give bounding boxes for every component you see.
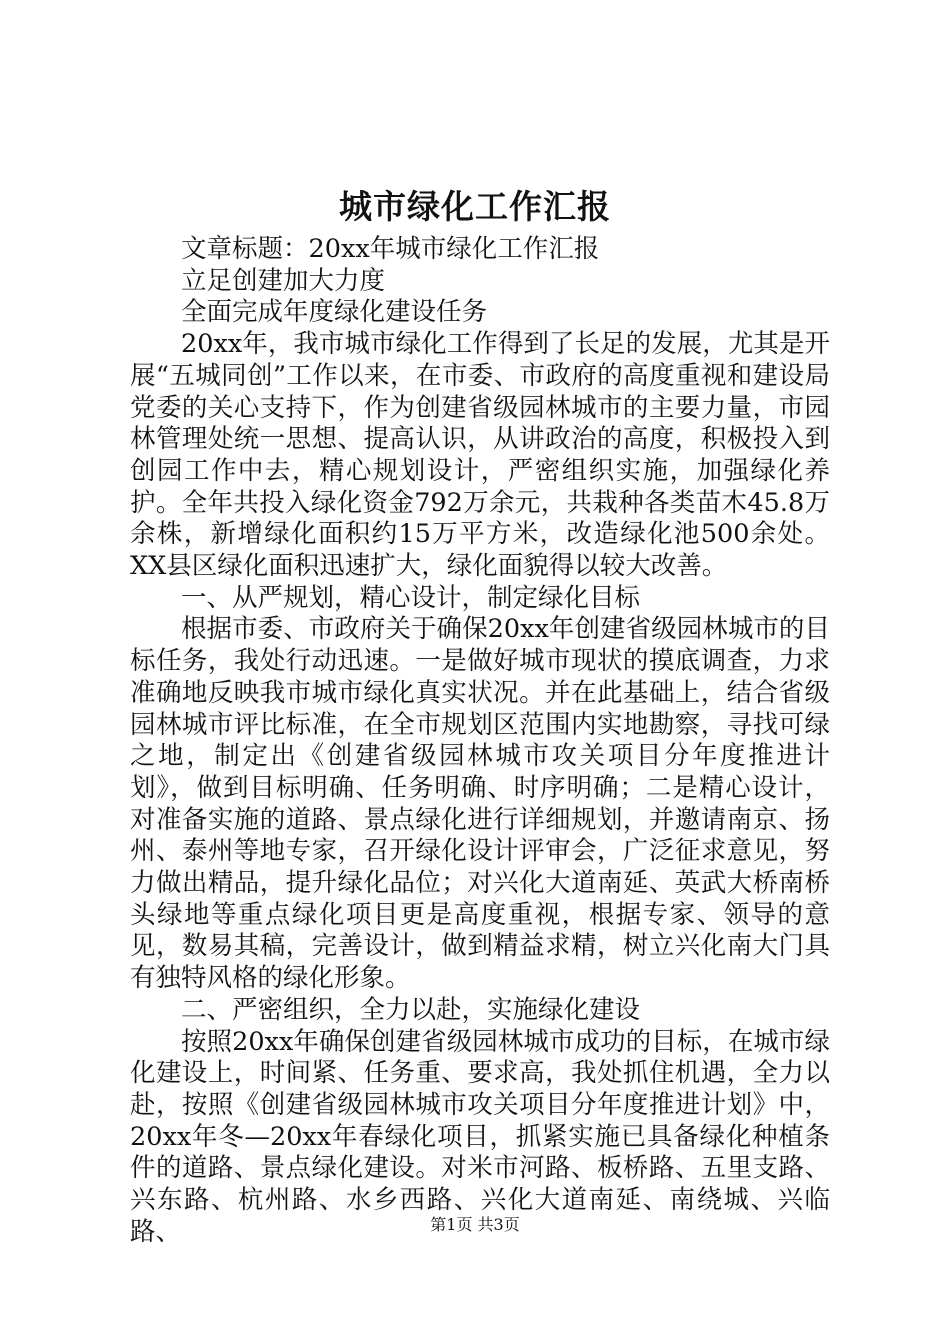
paragraph-intro: 20xx年，我市城市绿化工作得到了长足的发展，尤其是开展“五城同创”工作以来，在市委、市政府的高度重视和建设局党委的关心支持下，作为创建省级园林城市的主要力量，市园林管理处统一思想、提高认识，从讲政治的高度，积极投入到创园工作中去，精心规划设计，严密组织实施，加强绿化养护。全年共投入绿化资金792万余元，共栽种各类苗木45.8万余株，新增绿化面积约15万平方米，改造绿化池500余处。XX县区绿化面积迅速扩大，绿化面貌得以较大改善。: [130, 329, 830, 582]
paragraph-section-1: 根据市委、市政府关于确保20xx年创建省级园林城市的目标任务，我处行动迅速。一是做好城市现状的摸底调查，力求准确地反映我市城市绿化真实状况。并在此基础上，结合省级园林城市评比标准，在全市规划区范围内实地勘察，寻找可绿之地，制定出《创建省级园林城市攻关项目分年度推进计划》，做到目标明确、任务明确、时序明确；二是精心设计，对准备实施的道路、景点绿化进行详细规划，并邀请南京、扬州、泰州等地专家，召开绿化设计评审会，广泛征求意见，努力做出精品，提升绿化品位；对兴化大道南延、英武大桥南桥头绿地等重点绿化项目更是高度重视，根据专家、领导的意见，数易其稿，完善设计，做到精益求精，树立兴化南大门具有独特风格的绿化形象。: [130, 614, 830, 994]
document-body: [130, 234, 830, 1249]
paragraph-section-2: 按照20xx年确保创建省级园林城市成功的目标，在城市绿化建设上，时间紧、任务重、要求高，我处抓住机遇，全力以赴，按照《创建省级园林城市攻关项目分年度推进计划》中，20xx年冬—20xx年春绿化项目，抓紧实施已具备绿化种植条件的道路、景点绿化建设。对米市河路、板桥路、五里支路、兴东路、杭州路、水乡西路、兴化大道南延、南绕城、兴临路、: [130, 1026, 830, 1247]
document-title: 城市绿化工作汇报: [339, 187, 611, 226]
paragraph-article-title: 文章标题：20xx年城市绿化工作汇报: [181, 234, 600, 264]
page-footer: 第1页 共3页: [430, 1215, 520, 1234]
paragraph-subtitle-2: 全面完成年度绿化建设任务: [181, 297, 488, 328]
section-heading-1: 一、从严规划，精心设计，制定绿化目标: [181, 582, 641, 613]
section-heading-2: 二、严密组织，全力以赴，实施绿化建设: [181, 994, 641, 1025]
paragraph-subtitle-1: 立足创建加大力度: [181, 265, 386, 296]
